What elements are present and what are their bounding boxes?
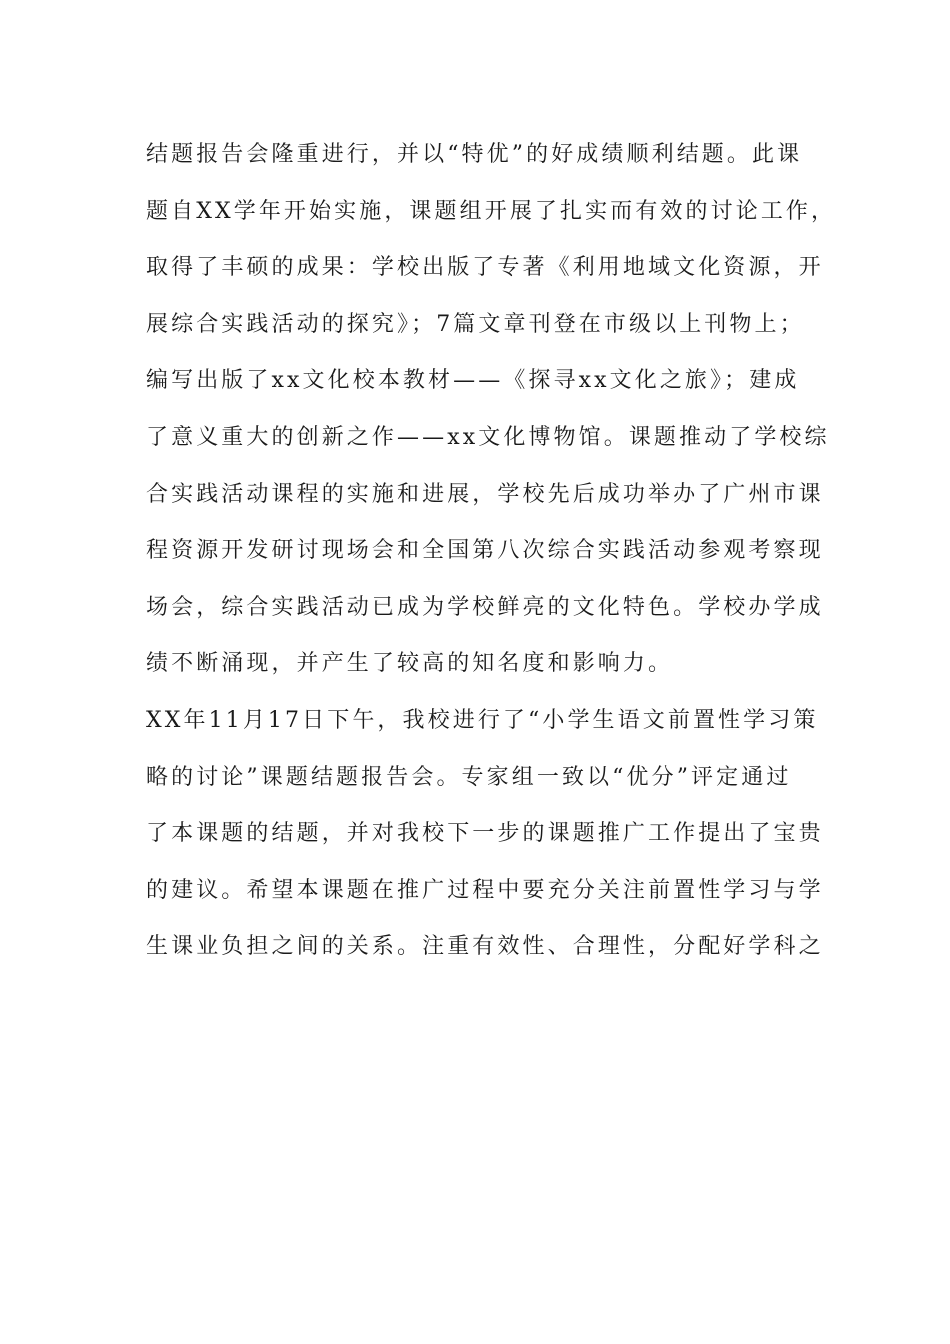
text-line: XX年11月17日下午，我校进行了“小学生语文前置性学习策 [146,707,819,733]
text-line: 了意义重大的创新之作——xx文化博物馆。课题推动了学校综 [146,424,830,450]
text-line: 程资源开发研讨现场会和全国第八次综合实践活动参观考察现 [146,538,824,564]
text-line: 取得了丰硕的成果：学校出版了专著《利用地域文化资源，开 [146,255,824,281]
text-line: 略的讨论”课题结题报告会。专家组一致以“优分”评定通过 [146,764,792,790]
text-line: 结题报告会隆重进行，并以“特优”的好成绩顺利结题。此课 [146,142,803,167]
text-line: 了本课题的结题，并对我校下一步的课题推广工作提出了宝贵 [146,821,824,847]
text-line: 题自XX学年开始实施，课题组开展了扎实而有效的讨论工作， [146,198,837,224]
text-line: 生课业负担之间的关系。注重有效性、合理性，分配好学科之 [146,934,824,960]
text-line: 合实践活动课程的实施和进展，学校先后成功举办了广州市课 [146,481,824,507]
text-line: 的建议。希望本课题在推广过程中要充分关注前置性学习与学 [146,877,824,903]
text-line: 场会，综合实践活动已成为学校鲜亮的文化特色。学校办学成 [146,594,824,620]
text-line: 编写出版了xx文化校本教材——《探寻xx文化之旅》；建成 [146,368,800,394]
text-line: 绩不断涌现，并产生了较高的知名度和影响力。 [146,651,674,677]
body-text [146,127,837,976]
text-line: 展综合实践活动的探究》；7篇文章刊登在市级以上刊物上； [146,311,805,337]
